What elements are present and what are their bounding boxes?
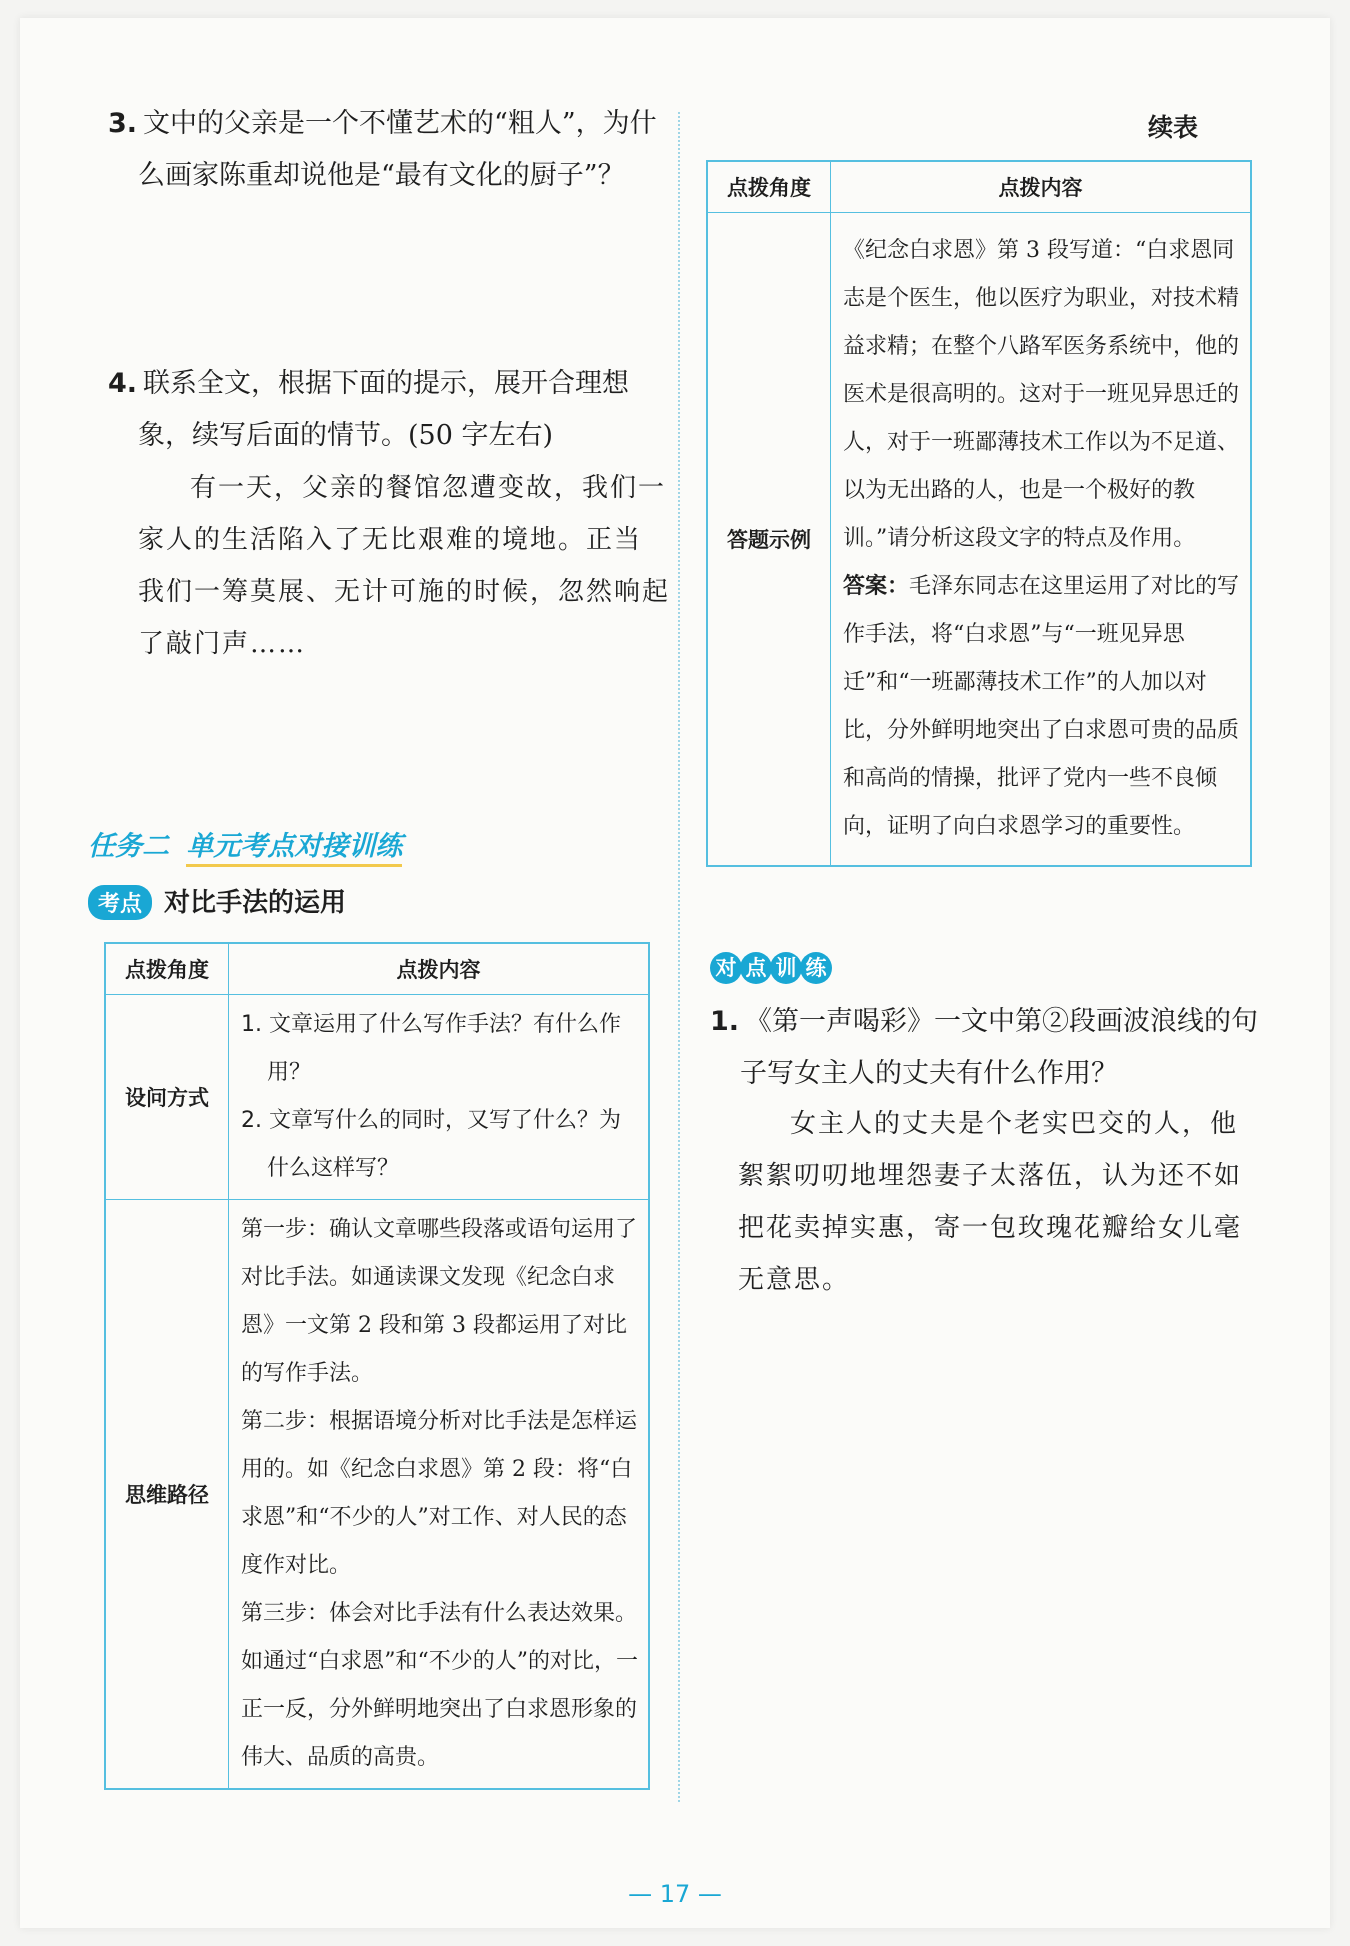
answer-passage [738,1098,1278,1306]
question-number: 3. [108,108,138,139]
row-label: 设问方式 [105,995,229,1200]
example-question: 《纪念白求恩》第 3 段写道：“白求恩同志是个医生，他以医疗为职业，对技术精益求精；在整个八路军医务系统中，他的医术是很高明的。这对于一班见异思迁的人，对于一班鄙薄技术工作以为不足道、以为无出路的人，也是一个极好的教训。”请分析这段文字的特点及作用。 [843,238,1240,551]
passage-line: 无意思。 [738,1265,851,1295]
passage-line: 我们一筹莫展、无计可施的时候，忽然响起 [138,577,671,607]
kaodian-badge: 考点 [88,885,152,920]
training-question-1 [710,996,1270,1100]
training-heading [710,952,830,984]
table-row [707,213,1251,867]
training-badge-char: 练 [800,952,832,984]
passage-line: 了敲门声…… [138,629,307,659]
question-text-line2: 子写女主人的丈夫有什么作用？ [740,1058,1118,1089]
step-paragraph: 第二步：根据语境分析对比手法是怎样运用的。如《纪念白求恩》第 2 段：将“白求恩”和“不少的人”对工作、对人民的态度作对比。 [241,1409,638,1578]
table-row [105,1200,649,1790]
training-badge-char: 训 [770,952,802,984]
example-answer [843,563,1240,851]
continued-table-label: 续表 [1148,113,1199,142]
table-row [105,995,649,1200]
answer-text: 毛泽东同志在这里运用了对比的写作手法，将“白求恩”与“一班见异思迁”和“一班鄙薄技术工作”的人加以对比，分外鲜明地突出了白求恩可贵的品质和高尚的情操，批评了党内一些不良倾向，证明了向白求恩学习的重要性。 [843,574,1240,839]
question-text-line2: 象，续写后面的情节。(50 字左右) [138,420,554,451]
task-label: 任务二 [88,831,169,862]
step-paragraph: 第一步：确认文章哪些段落或语句运用了对比手法。如通读课文发现《纪念白求恩》一文第 2 段和第 3 段都运用了对比的写作手法。 [241,1217,638,1386]
question-number: 4. [108,368,138,399]
column-divider [678,112,680,1802]
row-content [229,995,650,1200]
question-text-line2: 么画家陈重却说他是“最有文化的厨子”？ [138,160,625,191]
table-header-content: 点拨内容 [831,161,1252,213]
training-badge-char: 点 [740,952,772,984]
kaodian-heading [88,882,346,920]
question-3 [108,98,668,202]
task-title: 单元考点对接训练 [186,831,402,867]
answer-label: 答案： [843,574,910,599]
question-4 [108,358,668,462]
table-header-angle: 点拨角度 [105,943,229,995]
question-text-line1: 联系全文，根据下面的提示，展开合理想 [143,368,630,399]
question-text-line1: 文中的父亲是一个不懂艺术的“粗人”，为什 [143,108,657,139]
table-header-angle: 点拨角度 [707,161,831,213]
list-item: 2. 文章写什么的同时，又写了什么？为什么这样写？ [241,1108,622,1181]
step-paragraph: 第三步：体会对比手法有什么表达效果。如通过“白求恩”和“不少的人”的对比，一正一反，分外鲜明地突出了白求恩形象的伟大、品质的高贵。 [241,1601,638,1770]
row-label: 思维路径 [105,1200,229,1790]
training-badge-char: 对 [710,952,742,984]
example-table [706,160,1252,867]
list-item: 1. 文章运用了什么写作手法？有什么作用？ [241,1012,622,1085]
passage-line: 家人的生活陷入了无比艰难的境地。正当 [138,525,643,555]
row-label: 答题示例 [707,213,831,867]
row-content [229,1200,650,1790]
passage-line: 女主人的丈夫是个老实巴交的人，他 [790,1109,1239,1139]
passage-line: 絮絮叨叨地埋怨妻子太落伍，认为还不如 [738,1161,1243,1191]
question-number: 1. [710,1006,740,1037]
kaodian-title: 对比手法的运用 [164,888,347,918]
passage-line: 把花卖掉实惠，寄一包玫瑰花瓣给女儿毫 [738,1213,1243,1243]
table-header-content: 点拨内容 [229,943,650,995]
method-table [104,942,650,1790]
passage-line: 有一天，父亲的餐馆忽遭变故，我们一 [190,473,667,503]
page-number: — 17 — [628,1880,722,1908]
question-text-line1: 《第一声喝彩》一文中第②段画波浪线的句 [745,1006,1259,1037]
row-content [831,213,1252,867]
continuation-passage [138,462,678,670]
task-heading [88,824,402,863]
